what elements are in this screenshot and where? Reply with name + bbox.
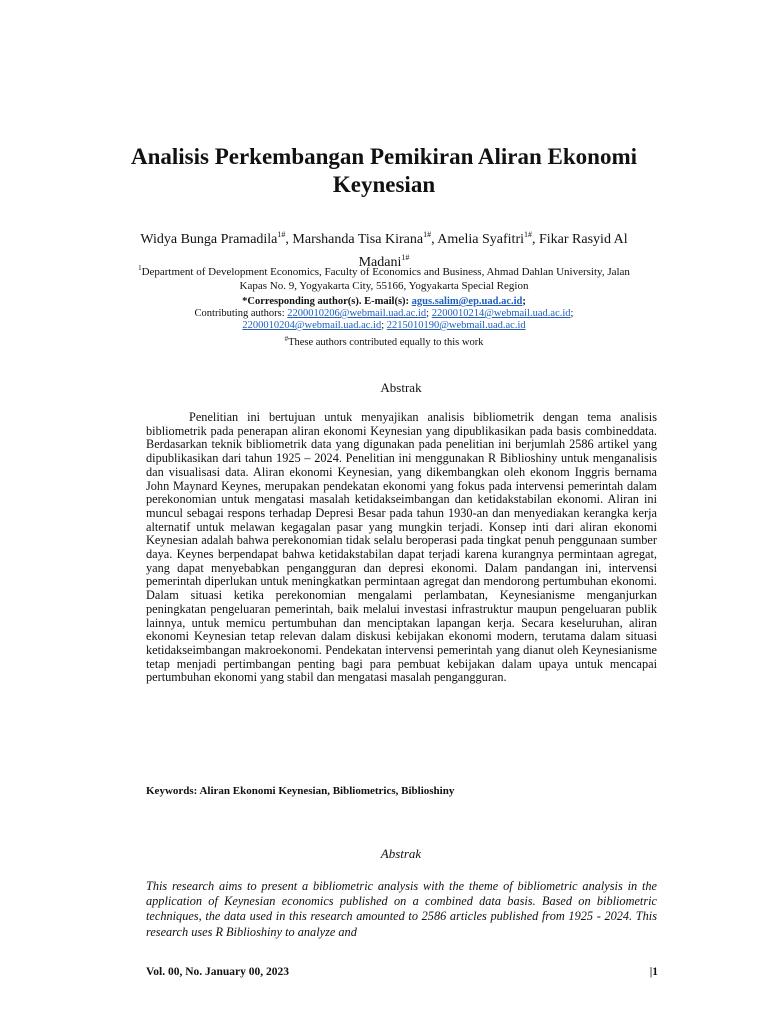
contributor-email-link-2[interactable]: 2200010214@webmail.uad.ac.id <box>431 308 571 319</box>
abstract-body: Penelitian ini bertujuan untuk menyajikan analisis bibliometrik dengan tema analisis bibliometrik pada penerapan aliran ekonomi Keynesian yang dipublikasikan pada basis combineddata. Berdasarkan teknik bibliometrik data yang digunakan pada penelitian ini berjumlah 2586 artikel yang dipublikasikan dari tahun 1925 – 2024. Penelitian ini menggunakan R Biblioshiny untuk menganalisis dan visualisasi data. Aliran ekonomi Keynesian, yang dikembangkan oleh ekonom Inggris bernama John Maynard Keynes, merupakan pendekatan ekonomi yang fokus pada intervensi pemerintah dalam perekonomian untuk mengatasi masalah ketidakseimbangan dan ketidakstabilan ekonomi. Aliran ini muncul sebagai respons terhadap Depresi Besar pada tahun 1930-an dan menyediakan kerangka kerja alternatif untuk melawan kegagalan pasar yang mungkin terjadi. Konsep inti dari aliran ekonomi Keynesian adalah bahwa perekonomian tidak selalu beroperasi pada tingkat penuh penggunaan sumber daya. Keynes berpendapat bahwa ketidakstabilan dapat terjadi karena kurangnya permintaan agregat, yang dapat menyebabkan pengangguran dan depresi ekonomi. Dalam pandangan ini, intervensi pemerintah diperlukan untuk meningkatkan permintaan agregat dan mendorong pertumbuhan ekonomi. Dalam situasi ketika perekonomian mengalami perlambatan, Keynesianisme menganjurkan peningkatan pengeluaran pemerintah, baik melalui investasi infrastruktur maupun pengeluaran publik lainnya, untuk memicu pertumbuhan dan menciptakan lapangan kerja. Secara keseluruhan, aliran ekonomi Keynesian tetap relevan dalam diskusi kebijakan ekonomi modern, terutama dalam situasi ketidakseimbangan makroekonomi. Pendekatan intervensi pemerintah yang dianut oleh Keynesianisme tetap menjadi pertimbangan penting bagi para pembuat kebijakan dalam upaya untuk mencapai pertumbuhan ekonomi yang stabil dan mengatasi masalah pengangguran. <box>146 410 657 685</box>
abstract-heading: Abstrak <box>380 380 422 395</box>
author-1: Widya Bunga Pramadila$^{1\#}$, <box>140 230 293 247</box>
contributor-email-link-4[interactable]: 2215010190@webmail.uad.ac.id <box>386 320 526 331</box>
corresponding-email-link[interactable]: agus.salim@ep.uad.ac.id <box>411 296 523 307</box>
author-4: Fikar Rasyid Al Madani$^{1\#}$ <box>358 232 628 270</box>
contributor-email-link-3[interactable]: 2200010204@webmail.uad.ac.id <box>242 320 382 331</box>
contributor-email-link-1[interactable]: 2200010206@webmail.uad.ac.id <box>287 308 427 319</box>
corresponding-block <box>130 296 638 332</box>
abstract-english-body: This research aims to present a bibliometric analysis with the theme of bibliometric analysis in the application of Keynesian economics published on a combined data basis. Based on bibliometric techniques, the data used in this research amounted to 2586 articles published from 1925 - 2024. This research uses R Biblioshiny to analyze and <box>146 879 657 939</box>
paper-title: Analisis Perkembangan Pemikiran Aliran Ekonomi Keynesian <box>130 144 638 197</box>
affiliation: $^1$Department of Development Economics, Faculty of Economics and Business, Ahmad Dahlan University, Jalan Kapas No. 9, Yogyakarta City, 55166, Yogyakarta Special Region <box>138 264 630 292</box>
equal-contribution-note: #These authors contributed equally to this work <box>284 335 484 348</box>
contributing-authors: Contributing authors: 2200010206@webmail.uad.ac.id; 2200010214@webmail.uad.ac.id; 2200010204@webmail.uad.ac.id; 2215010190@webmail.uad.ac.id <box>194 308 574 331</box>
footer-page-number: |1 <box>649 966 658 978</box>
author-2: Marshanda Tisa Kirana$^{1\#}$, <box>292 230 438 247</box>
corresponding-author: *Corresponding author(s). E-mail(s): agus.salim@ep.uad.ac.id; <box>242 296 526 307</box>
footer-volume: Vol. 00, No. January 00, 2023 <box>146 966 290 978</box>
keywords: Keywords: Aliran Ekonomi Keynesian, Bibliometrics, Biblioshiny <box>146 785 455 797</box>
abstract-english-heading: Abstrak <box>380 846 422 861</box>
author-3: Amelia Syafitri$^{1\#}$, <box>437 230 539 247</box>
